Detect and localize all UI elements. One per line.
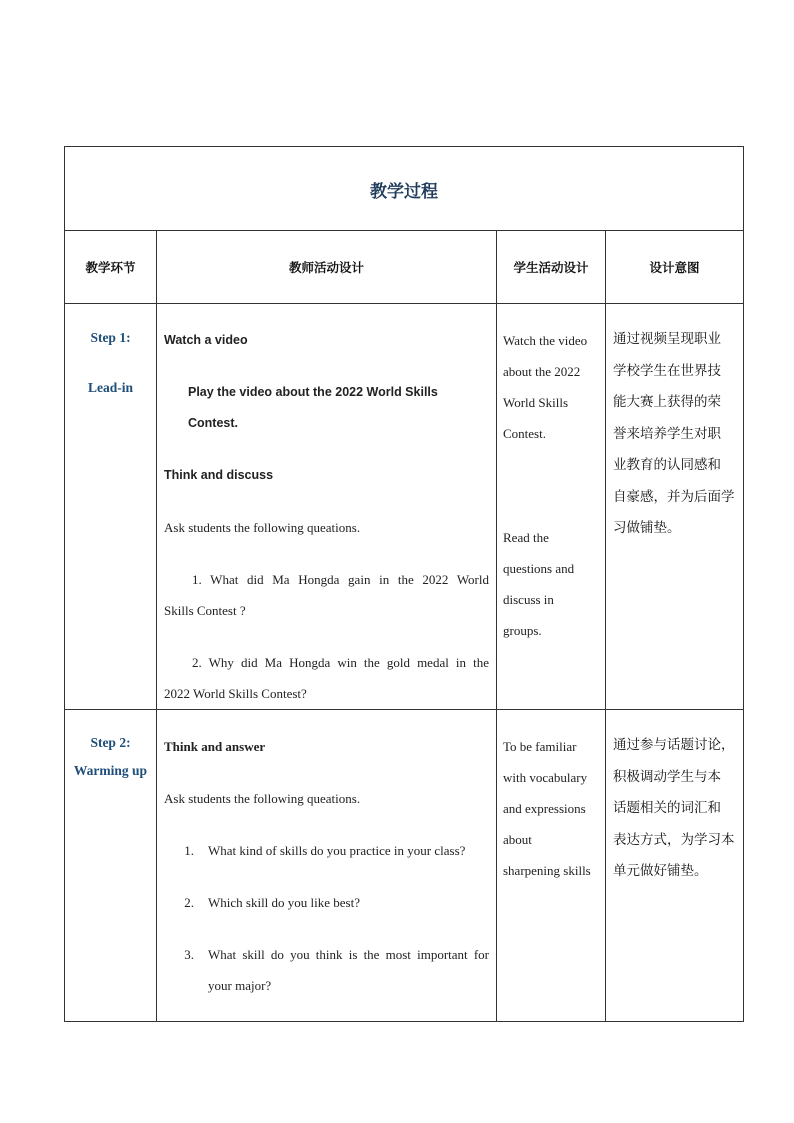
step1-question1-line2: Skills Contest ? — [164, 603, 246, 618]
step1-video-text: Play the video about the 2022 World Skills Contest. — [188, 385, 438, 430]
step1-intent-line: 自豪感，并为后面学 — [613, 488, 735, 505]
header-intent-label: 设计意图 — [649, 259, 700, 275]
step2-question-number: 3. — [184, 947, 194, 962]
step1-intent-cell — [606, 304, 744, 710]
step2-stage-cell — [65, 710, 157, 1022]
step2-label: Step 2: — [90, 735, 131, 750]
step1-student-line: groups. — [503, 623, 542, 638]
step1-heading-discuss: Think and discuss — [164, 468, 274, 482]
step1-intent-line: 誉来培养学生对职 — [613, 425, 721, 442]
header-student — [497, 231, 606, 304]
step1-student-line: about the 2022 — [503, 364, 581, 379]
step2-teacher-cell — [157, 710, 497, 1022]
step2-question-text: What kind of skills do you practice in your class? — [208, 843, 466, 858]
step2-student-cell — [497, 710, 606, 1022]
step2-question-item — [164, 835, 489, 866]
step2-student-line: about — [503, 832, 532, 847]
step1-stage-cell — [65, 304, 157, 710]
header-row — [65, 231, 744, 304]
step1-question1-line1: 1. What did Ma Hongda gain in the 2022 World — [192, 572, 489, 587]
step2-question-item — [164, 887, 489, 918]
step1-row — [65, 304, 744, 710]
step2-intent-line: 积极调动学生与本 — [613, 768, 721, 785]
step1-ask-text: Ask students the following queations. — [164, 520, 361, 535]
header-intent — [606, 231, 744, 304]
step1-label: Step 1: — [90, 330, 131, 345]
step1-intent-line: 业教育的认同感和 — [613, 457, 721, 473]
header-teacher — [157, 231, 497, 304]
step1-heading-video: Watch a video — [164, 333, 248, 347]
step1-student-line: Read the — [503, 530, 549, 545]
step1-question2-line1: 2. Why did Ma Hongda win the gold medal in the — [192, 655, 489, 670]
step2-row — [65, 710, 744, 1022]
step2-heading: Think and answer — [164, 739, 266, 754]
step2-question-text: Which skill do you like best? — [208, 895, 361, 910]
header-teacher-label: 教师活动设计 — [288, 259, 364, 275]
header-student-label: 学生活动设计 — [513, 259, 589, 275]
step2-question-item — [164, 939, 489, 970]
lesson-process-table — [64, 146, 744, 1022]
step2-intent-cell — [606, 710, 744, 1022]
header-stage — [65, 231, 157, 304]
step2-question-number: 2. — [184, 895, 194, 910]
step1-teacher-cell — [157, 304, 497, 710]
step1-student-line: discuss in — [503, 592, 554, 607]
title-row — [65, 147, 744, 231]
step2-student-line: To be familiar — [503, 739, 577, 754]
step2-student-line: sharpening skills — [503, 863, 591, 878]
step1-intent-line: 通过视频呈现职业 — [613, 331, 721, 347]
step1-intent-line: 学校学生在世界技 — [613, 362, 721, 379]
step2-student-line: and expressions — [503, 801, 586, 816]
step2-question-number: 1. — [184, 843, 194, 858]
step2-question3-continued: your major? — [208, 978, 272, 993]
step1-intent-line: 习做铺垫。 — [613, 520, 681, 536]
step2-intent-line: 话题相关的词汇和 — [613, 800, 721, 816]
step1-student-line: questions and — [503, 561, 575, 576]
step2-student-line: with vocabulary — [503, 770, 588, 785]
header-stage-label: 教学环节 — [85, 259, 136, 275]
step2-ask-text: Ask students the following queations. — [164, 791, 361, 806]
step1-name: Lead-in — [87, 380, 133, 395]
step1-student-line: Contest. — [503, 426, 546, 441]
step2-intent-line: 通过参与话题讨论， — [613, 737, 735, 753]
step1-student-line: Watch the video — [503, 333, 588, 348]
step2-intent-line: 单元做好铺垫。 — [613, 863, 708, 879]
step1-student-cell — [497, 304, 606, 710]
step2-question-text: What skill do you think is the most important for — [208, 947, 489, 962]
step1-question2-line2: 2022 World Skills Contest? — [164, 686, 307, 701]
step1-student-line: World Skills — [503, 395, 569, 410]
title-cell — [65, 147, 744, 231]
step2-name: Warming up — [73, 763, 148, 778]
step1-intent-line: 能大赛上获得的荣 — [613, 394, 721, 410]
table-title: 教学过程 — [370, 182, 438, 202]
step2-intent-line: 表达方式，为学习本 — [613, 831, 735, 848]
